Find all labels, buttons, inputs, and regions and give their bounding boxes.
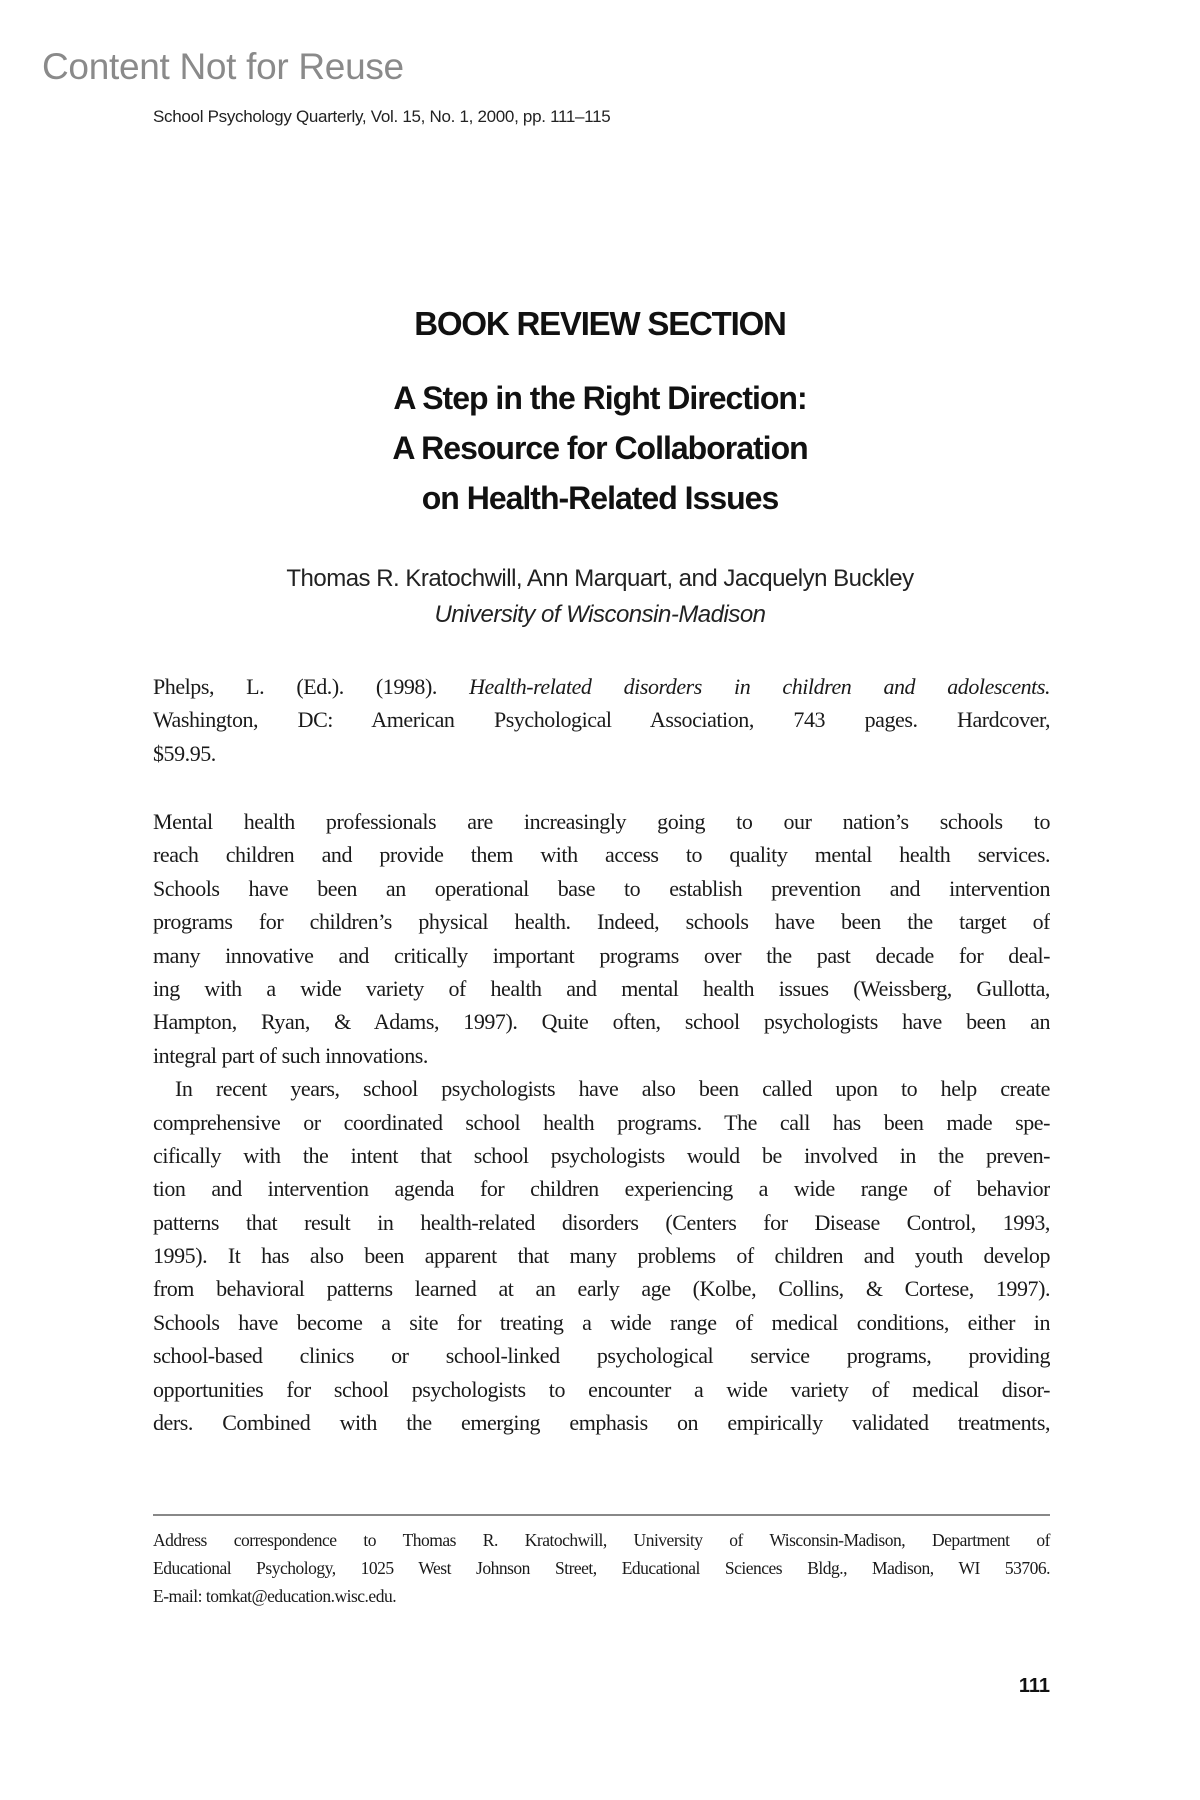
body-line: many innovative and critically important programs over the past decade for deal- (153, 942, 1050, 968)
body-line: reach children and provide them with access to quality mental health services. (153, 842, 1050, 868)
body-line: opportunities for school psychologists to encounter a wide variety of medical disor- (153, 1376, 1050, 1402)
body-line: from behavioral patterns learned at an early age (Kolbe, Collins, & Cortese, 1997). (153, 1276, 1050, 1302)
footnote-line: Educational Psychology, 1025 West Johnson Street, Educational Sciences Bldg., Madison, WI 53706. (153, 1558, 1050, 1578)
body-line: tion and intervention agenda for children experiencing a wide range of behavior (153, 1176, 1050, 1202)
article-title-line: A Resource for Collaboration (392, 430, 808, 466)
article-title-line: A Step in the Right Direction: (393, 380, 807, 416)
article-title-line: on Health-Related Issues (421, 480, 779, 516)
book-citation (153, 670, 1050, 770)
body-line: patterns that result in health-related disorders (Centers for Disease Control, 1993, (153, 1209, 1050, 1235)
citation-book-title: Health-related disorders in children and adolescents. (469, 674, 1050, 699)
footnote-line: Address correspondence to Thomas R. Kratochwill, University of Wisconsin-Madison, Department of (153, 1530, 1050, 1550)
watermark: Content Not for Reuse (42, 46, 404, 87)
body-line: integral part of such innovations. (153, 1042, 428, 1068)
affiliation: University of Wisconsin-Madison (434, 601, 766, 628)
section-heading: BOOK REVIEW SECTION (414, 305, 786, 342)
citation-line: $59.95. (153, 740, 216, 766)
page-number: 111 (1018, 1675, 1050, 1697)
body-line: In recent years, school psychologists have also been called upon to help create (175, 1076, 1050, 1102)
body-line: Schools have been an operational base to establish prevention and intervention (153, 875, 1050, 901)
citation-line (153, 670, 1050, 703)
footnote (153, 1526, 1050, 1610)
body-line: Mental health professionals are increasingly going to our nation’s schools to (153, 809, 1050, 834)
body-line: 1995). It has also been apparent that many problems of children and youth develop (153, 1243, 1050, 1269)
body-line: Schools have become a site for treating a wide range of medical conditions, either in (153, 1309, 1050, 1335)
citation-line: Washington, DC: American Psychological Association, 743 pages. Hardcover, (153, 707, 1050, 733)
body-line: ders. Combined with the emerging emphasis on empirically validated treatments, (153, 1410, 1050, 1436)
body-text (153, 805, 1050, 1439)
journal-citation-header: School Psychology Quarterly, Vol. 15, No. 1, 2000, pp. 111–115 (153, 107, 611, 126)
body-line: school-based clinics or school-linked psychological service programs, providing (153, 1343, 1050, 1369)
body-line: cifically with the intent that school psychologists would be involved in the preven- (153, 1142, 1050, 1168)
footnote-line: E-mail: tomkat@education.wisc.edu. (153, 1586, 397, 1606)
body-line: comprehensive or coordinated school health programs. The call has been made spe- (153, 1109, 1050, 1135)
citation-authors: Phelps, L. (Ed.). (1998). (153, 674, 470, 699)
body-line: programs for children’s physical health. Indeed, schools have been the target of (153, 909, 1050, 935)
body-line: Hampton, Ryan, & Adams, 1997). Quite often, school psychologists have been an (153, 1009, 1050, 1035)
body-line: ing with a wide variety of health and mental health issues (Weissberg, Gullotta, (153, 975, 1050, 1001)
authors: Thomas R. Kratochwill, Ann Marquart, and Jacquelyn Buckley (286, 565, 914, 592)
footnote-divider (153, 1514, 1050, 1516)
